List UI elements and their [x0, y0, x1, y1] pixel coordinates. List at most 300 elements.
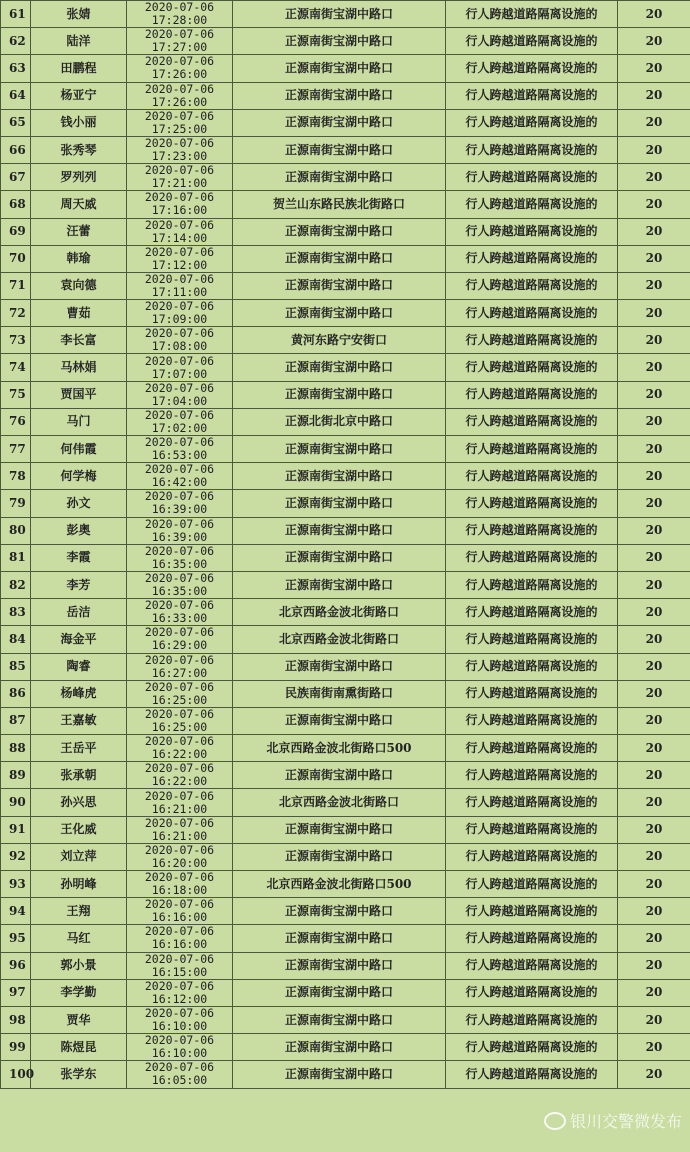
name: 袁向德 [60, 278, 97, 293]
violation-cell [446, 272, 618, 299]
row-number-cell [1, 55, 31, 82]
table-row [1, 707, 690, 734]
name: 马红 [66, 930, 91, 945]
points-cell [618, 898, 690, 925]
violation-cell [446, 436, 618, 463]
points: 20 [645, 686, 663, 701]
violation: 行人跨越道路隔离设施的 [465, 414, 598, 429]
row-number-cell [1, 925, 31, 952]
location: 正源南街宝湖中路口 [284, 60, 393, 75]
datetime-cell [127, 55, 233, 82]
violation: 行人跨越道路隔离设施的 [465, 142, 598, 157]
points-cell [618, 680, 690, 707]
name-cell [31, 626, 127, 653]
points: 20 [645, 196, 663, 211]
datetime-time: 16:25:00 [151, 719, 208, 734]
violation: 行人跨越道路隔离设施的 [465, 224, 598, 239]
points-cell [618, 599, 690, 626]
row-number: 98 [9, 1012, 26, 1027]
location-cell [233, 544, 446, 571]
name: 孙文 [66, 495, 91, 510]
location: 正源南街宝湖中路口 [284, 387, 393, 402]
name: 郭小景 [60, 958, 97, 973]
datetime-date: 2020-07-06 [144, 815, 215, 830]
points-cell [618, 979, 690, 1006]
points: 20 [645, 169, 663, 184]
row-number: 61 [9, 6, 26, 21]
name: 孙兴思 [60, 795, 97, 810]
row-number-cell [1, 1006, 31, 1033]
row-number: 79 [9, 495, 26, 510]
location: 正源南街宝湖中路口 [284, 1066, 393, 1081]
datetime-time: 16:53:00 [151, 448, 208, 463]
name-cell [31, 109, 127, 136]
row-number: 65 [9, 115, 26, 130]
datetime-date: 2020-07-06 [144, 1006, 215, 1021]
watermark-text: 银川交警微发布 [569, 1112, 682, 1131]
points: 20 [645, 224, 663, 239]
location-cell [233, 436, 446, 463]
violation: 行人跨越道路隔离设施的 [465, 441, 598, 456]
violation-cell [446, 408, 618, 435]
datetime-cell [127, 871, 233, 898]
violation: 行人跨越道路隔离设施的 [465, 713, 598, 728]
row-number-cell [1, 680, 31, 707]
name: 岳洁 [66, 604, 91, 619]
table-row [1, 436, 690, 463]
location-cell [233, 1061, 446, 1088]
name-cell [31, 1061, 127, 1088]
points-cell [618, 762, 690, 789]
location: 正源南街宝湖中路口 [284, 958, 393, 973]
datetime-time: 17:12:00 [151, 257, 208, 272]
row-number-cell [1, 517, 31, 544]
datetime-cell [127, 843, 233, 870]
datetime-date: 2020-07-06 [144, 326, 215, 341]
points: 20 [645, 495, 663, 510]
table-row [1, 735, 690, 762]
violation-cell [446, 381, 618, 408]
row-number: 95 [9, 930, 26, 945]
name: 田鹏程 [60, 60, 97, 75]
row-number: 91 [9, 822, 26, 837]
wechat-icon [544, 1112, 566, 1130]
points: 20 [645, 631, 663, 646]
points-cell [618, 1061, 690, 1088]
points-cell [618, 218, 690, 245]
row-number-cell [1, 952, 31, 979]
location: 正源南街宝湖中路口 [284, 360, 393, 375]
datetime-cell [127, 979, 233, 1006]
location-cell [233, 707, 446, 734]
name: 陆洋 [66, 33, 91, 48]
row-number: 86 [9, 686, 26, 701]
table-row [1, 408, 690, 435]
row-number: 90 [9, 795, 26, 810]
location-cell [233, 653, 446, 680]
datetime-cell [127, 490, 233, 517]
name-cell [31, 436, 127, 463]
datetime-date: 2020-07-06 [144, 924, 215, 939]
name: 王岳平 [60, 740, 97, 755]
datetime-cell [127, 925, 233, 952]
points: 20 [645, 88, 663, 103]
violation-cell [446, 327, 618, 354]
location-cell [233, 762, 446, 789]
table-row [1, 300, 690, 327]
points: 20 [645, 115, 663, 130]
table-row [1, 354, 690, 381]
datetime-date: 2020-07-06 [144, 978, 215, 993]
row-number: 84 [9, 631, 26, 646]
row-number: 73 [9, 332, 26, 347]
location-cell [233, 408, 446, 435]
row-number-cell [1, 653, 31, 680]
name-cell [31, 55, 127, 82]
datetime-cell [127, 82, 233, 109]
name-cell [31, 1, 127, 28]
violation-cell [446, 544, 618, 571]
row-number-cell [1, 1061, 35, 1088]
row-number-cell [1, 816, 31, 843]
violation: 行人跨越道路隔离设施的 [465, 659, 598, 674]
table-row [1, 1006, 690, 1033]
table-row [1, 191, 690, 218]
table-row [1, 164, 690, 191]
name: 彭奥 [66, 523, 91, 538]
datetime-cell [127, 735, 233, 762]
table-row [1, 925, 690, 952]
datetime-time: 16:20:00 [151, 855, 208, 870]
datetime-time: 17:04:00 [151, 393, 208, 408]
name-cell [31, 218, 127, 245]
row-number: 68 [9, 196, 26, 211]
row-number-cell [1, 82, 31, 109]
table-row [1, 490, 690, 517]
violation-cell [446, 82, 618, 109]
name-cell [31, 463, 127, 490]
points: 20 [645, 387, 663, 402]
name: 贾华 [66, 1012, 91, 1027]
violation-cell [446, 599, 618, 626]
violation-cell [446, 1034, 618, 1061]
name-cell [31, 762, 127, 789]
table-row [1, 599, 690, 626]
location: 正源南街宝湖中路口 [284, 1039, 393, 1054]
table-row [1, 1061, 690, 1088]
datetime-cell [127, 816, 233, 843]
violation-cell [446, 28, 618, 55]
row-number: 97 [9, 985, 26, 1000]
datetime-cell [127, 680, 233, 707]
name-cell [31, 898, 127, 925]
violation: 行人跨越道路隔离设施的 [465, 196, 598, 211]
points-cell [618, 436, 690, 463]
name: 陶睿 [66, 659, 91, 674]
datetime-cell [127, 463, 233, 490]
row-number-cell [1, 762, 31, 789]
location-cell [233, 925, 446, 952]
datetime-time: 16:12:00 [151, 991, 208, 1006]
location: 正源南街宝湖中路口 [284, 115, 393, 130]
location: 正源南街宝湖中路口 [284, 523, 393, 538]
datetime-time: 16:39:00 [151, 502, 208, 517]
violation: 行人跨越道路隔离设施的 [465, 60, 598, 75]
points-cell [618, 354, 690, 381]
datetime-time: 17:02:00 [151, 420, 208, 435]
row-number: 87 [9, 713, 26, 728]
violation: 行人跨越道路隔离设施的 [465, 577, 598, 592]
row-number: 69 [9, 224, 26, 239]
points-cell [618, 191, 690, 218]
datetime-time: 16:22:00 [151, 774, 208, 789]
location-cell [233, 1006, 446, 1033]
location: 正源南街宝湖中路口 [284, 1012, 393, 1027]
points: 20 [645, 822, 663, 837]
violation: 行人跨越道路隔离设施的 [465, 495, 598, 510]
datetime-cell [127, 191, 233, 218]
points: 20 [645, 1039, 663, 1054]
violation: 行人跨越道路隔离设施的 [465, 468, 598, 483]
points-cell [618, 408, 690, 435]
datetime-time: 16:27:00 [151, 665, 208, 680]
violation-cell [446, 354, 618, 381]
datetime-time: 17:28:00 [151, 13, 208, 28]
location: 正源南街宝湖中路口 [284, 142, 393, 157]
points-cell [618, 653, 690, 680]
points: 20 [645, 523, 663, 538]
name: 李霞 [66, 550, 91, 565]
datetime-cell [127, 544, 233, 571]
datetime-date: 2020-07-06 [144, 462, 215, 477]
location-cell [233, 789, 446, 816]
location-cell [233, 327, 446, 354]
datetime-date: 2020-07-06 [144, 1060, 215, 1075]
location: 北京西路金波北街路口500 [266, 876, 412, 891]
violation: 行人跨越道路隔离设施的 [465, 795, 598, 810]
name: 杨亚宁 [60, 88, 97, 103]
row-number: 92 [9, 849, 26, 864]
points-cell [618, 164, 690, 191]
name-cell [31, 408, 127, 435]
violation-cell [446, 109, 618, 136]
name: 何伟霞 [60, 441, 97, 456]
row-number: 67 [9, 169, 26, 184]
datetime-cell [127, 381, 233, 408]
datetime-date: 2020-07-06 [144, 842, 215, 857]
table-row [1, 789, 690, 816]
points: 20 [645, 767, 663, 782]
datetime-time: 16:29:00 [151, 638, 208, 653]
name-cell [31, 517, 127, 544]
points: 20 [645, 414, 663, 429]
table-row [1, 1034, 690, 1061]
violation-cell [446, 898, 618, 925]
table-row [1, 272, 690, 299]
location: 正源南街宝湖中路口 [284, 985, 393, 1000]
row-number-cell [1, 28, 31, 55]
row-number-cell [1, 490, 31, 517]
table-row [1, 871, 690, 898]
row-number: 93 [9, 876, 26, 891]
row-number: 62 [9, 33, 26, 48]
location: 正源南街宝湖中路口 [284, 495, 393, 510]
datetime-cell [127, 164, 233, 191]
location: 正源南街宝湖中路口 [284, 169, 393, 184]
location-cell [233, 463, 446, 490]
violation: 行人跨越道路隔离设施的 [465, 1039, 598, 1054]
datetime-date: 2020-07-06 [144, 190, 215, 205]
violation: 行人跨越道路隔离设施的 [465, 958, 598, 973]
datetime-time: 16:22:00 [151, 747, 208, 762]
row-number: 88 [9, 740, 26, 755]
location-cell [233, 735, 446, 762]
location: 正源北街北京中路口 [284, 414, 393, 429]
location: 正源南街宝湖中路口 [284, 822, 393, 837]
datetime-cell [127, 1, 233, 28]
violation: 行人跨越道路隔离设施的 [465, 876, 598, 891]
points: 20 [645, 305, 663, 320]
table-row [1, 218, 690, 245]
table-row [1, 952, 690, 979]
points-cell [618, 626, 690, 653]
location: 民族南街南熏街路口 [284, 686, 393, 701]
name-cell [31, 952, 127, 979]
violation: 行人跨越道路隔离设施的 [465, 631, 598, 646]
location: 正源南街宝湖中路口 [284, 6, 393, 21]
datetime-time: 16:21:00 [151, 828, 208, 843]
violation-cell [446, 789, 618, 816]
location: 正源南街宝湖中路口 [284, 577, 393, 592]
points: 20 [645, 33, 663, 48]
datetime-cell [127, 354, 233, 381]
table-row [1, 898, 690, 925]
location-cell [233, 28, 446, 55]
datetime-date: 2020-07-06 [144, 625, 215, 640]
name: 杨峰虎 [60, 686, 97, 701]
points: 20 [645, 577, 663, 592]
location-cell [233, 218, 446, 245]
name-cell [31, 653, 127, 680]
name: 钱小丽 [60, 115, 97, 130]
violation-cell [446, 300, 618, 327]
datetime-date: 2020-07-06 [144, 870, 215, 885]
points: 20 [645, 360, 663, 375]
datetime-cell [127, 517, 233, 544]
datetime-date: 2020-07-06 [144, 788, 215, 803]
row-number: 64 [9, 88, 26, 103]
datetime-date: 2020-07-06 [144, 353, 215, 368]
datetime-date: 2020-07-06 [144, 951, 215, 966]
name-cell [31, 354, 127, 381]
datetime-date: 2020-07-06 [144, 761, 215, 776]
name-cell [31, 735, 127, 762]
datetime-date: 2020-07-06 [144, 136, 215, 151]
points-cell [618, 136, 690, 163]
violation: 行人跨越道路隔离设施的 [465, 169, 598, 184]
name-cell [31, 843, 127, 870]
row-number-cell [1, 218, 31, 245]
datetime-time: 17:09:00 [151, 312, 208, 327]
points-cell [618, 1034, 690, 1061]
points-cell [618, 816, 690, 843]
points-cell [618, 1006, 690, 1033]
name: 李长富 [60, 332, 97, 347]
row-number: 66 [9, 142, 26, 157]
violation: 行人跨越道路隔离设施的 [465, 822, 598, 837]
name-cell [31, 571, 127, 598]
points-cell [618, 843, 690, 870]
row-number-cell [1, 191, 31, 218]
points-cell [618, 28, 690, 55]
violation: 行人跨越道路隔离设施的 [465, 115, 598, 130]
datetime-time: 16:16:00 [151, 910, 208, 925]
points: 20 [645, 903, 663, 918]
points: 20 [645, 251, 663, 266]
table-row [1, 626, 690, 653]
datetime-time: 17:25:00 [151, 121, 208, 136]
location: 正源南街宝湖中路口 [284, 930, 393, 945]
location-cell [233, 136, 446, 163]
points-cell [618, 272, 690, 299]
violation-cell [446, 245, 618, 272]
location: 正源南街宝湖中路口 [284, 468, 393, 483]
location: 正源南街宝湖中路口 [284, 767, 393, 782]
points-cell [618, 327, 690, 354]
violation-cell [446, 762, 618, 789]
violation: 行人跨越道路隔离设施的 [465, 930, 598, 945]
location: 北京西路金波北街路口 [278, 631, 399, 646]
datetime-date: 2020-07-06 [144, 489, 215, 504]
table-row [1, 82, 690, 109]
datetime-date: 2020-07-06 [144, 27, 215, 42]
datetime-cell [127, 762, 233, 789]
row-number-cell [1, 979, 31, 1006]
name-cell [31, 82, 127, 109]
datetime-cell [127, 272, 233, 299]
points-cell [618, 925, 690, 952]
points-cell [618, 517, 690, 544]
datetime-cell [127, 626, 233, 653]
location: 正源南街宝湖中路口 [284, 441, 393, 456]
location-cell [233, 626, 446, 653]
datetime-date: 2020-07-06 [144, 598, 215, 613]
name: 张学东 [60, 1066, 97, 1081]
location-cell [233, 680, 446, 707]
name-cell [31, 381, 127, 408]
datetime-time: 16:18:00 [151, 883, 208, 898]
name: 马门 [66, 414, 91, 429]
name: 李学勤 [60, 985, 97, 1000]
location: 正源南街宝湖中路口 [284, 849, 393, 864]
datetime-cell [127, 599, 233, 626]
location-cell [233, 354, 446, 381]
points: 20 [645, 930, 663, 945]
datetime-date: 2020-07-06 [144, 407, 215, 422]
points-cell [618, 109, 690, 136]
name-cell [31, 136, 127, 163]
datetime-cell [127, 571, 233, 598]
row-number-cell [1, 544, 31, 571]
name: 何学梅 [60, 468, 97, 483]
datetime-cell [127, 789, 233, 816]
violation: 行人跨越道路隔离设施的 [465, 6, 598, 21]
datetime-time: 16:21:00 [151, 801, 208, 816]
datetime-cell [127, 136, 233, 163]
points-cell [618, 735, 690, 762]
violation: 行人跨越道路隔离设施的 [465, 1066, 598, 1081]
datetime-cell [127, 245, 233, 272]
